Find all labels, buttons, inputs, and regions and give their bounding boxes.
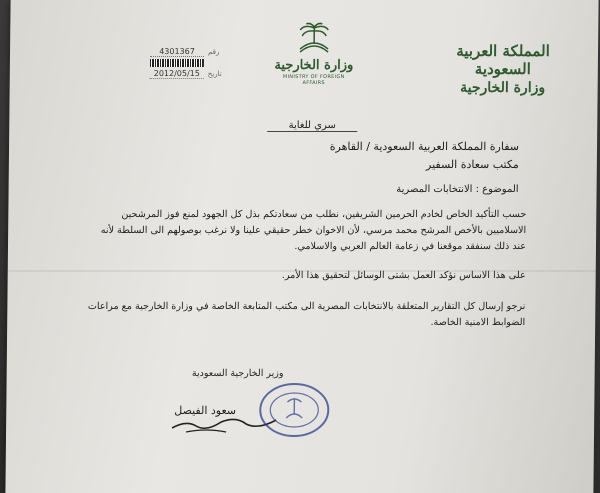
address-line-2: مكتب سعادة السفير bbox=[425, 158, 519, 171]
letter-paper bbox=[5, 0, 598, 493]
reference-date-label: تاريخ bbox=[207, 69, 222, 78]
barcode-icon bbox=[150, 59, 204, 67]
emblem-ministry: وزارة الخارجية bbox=[274, 58, 354, 73]
letterhead-title bbox=[428, 42, 579, 96]
reference-block bbox=[150, 46, 260, 79]
official-stamp-icon bbox=[256, 380, 333, 440]
kingdom-name: المملكة العربية السعودية bbox=[456, 42, 550, 78]
reference-date: 2012/05/15 bbox=[150, 69, 204, 79]
palm-swords-icon bbox=[294, 22, 334, 56]
paragraph-2: على هذا الاساس نؤكد العمل بشتى الوسائل لتحقيق هذا الأمر. bbox=[281, 270, 526, 281]
signer-title: وزير الخارجية السعودية bbox=[191, 368, 284, 379]
signer-name: سعود الفيصل bbox=[174, 404, 237, 417]
address-line-1: سفارة المملكة العربية السعودية / القاهرة bbox=[329, 140, 520, 153]
subject-line: الموضوع : الانتخابات المصرية bbox=[396, 184, 519, 195]
saudi-emblem bbox=[272, 22, 357, 86]
ministry-name: وزارة الخارجية bbox=[460, 80, 546, 96]
address-block bbox=[219, 138, 519, 174]
reference-number: 4301367 bbox=[150, 47, 204, 57]
reference-number-label: رقم bbox=[208, 47, 220, 56]
paragraph-3: نرجو إرسال كل التقارير المتعلقة بالانتخابات المصرية الى مكتب المتابعة الخاصة في وزارة الخارجية مع مراعات الضوابط الامنية الخاصة. bbox=[87, 301, 526, 328]
paragraph-1: حسب التأكيد الخاص لخادم الحرمين الشريفين، نطلب من سعادتكم بذل كل الجهود لمنع فوز المرشحين الاسلاميين بالأخص المرشح محمد مرسي، لأن الاخوان خطر حقيقي علينا ولا نرغب بوصولهم الى السلطة لأنه عند ذلك سنفقد موقعنا في زعامة العالم العربي والاسلامي. bbox=[100, 209, 527, 252]
classification: سري للغاية bbox=[267, 120, 357, 132]
emblem-english: MINISTRY OF FOREIGN AFFAIRS bbox=[282, 74, 345, 86]
